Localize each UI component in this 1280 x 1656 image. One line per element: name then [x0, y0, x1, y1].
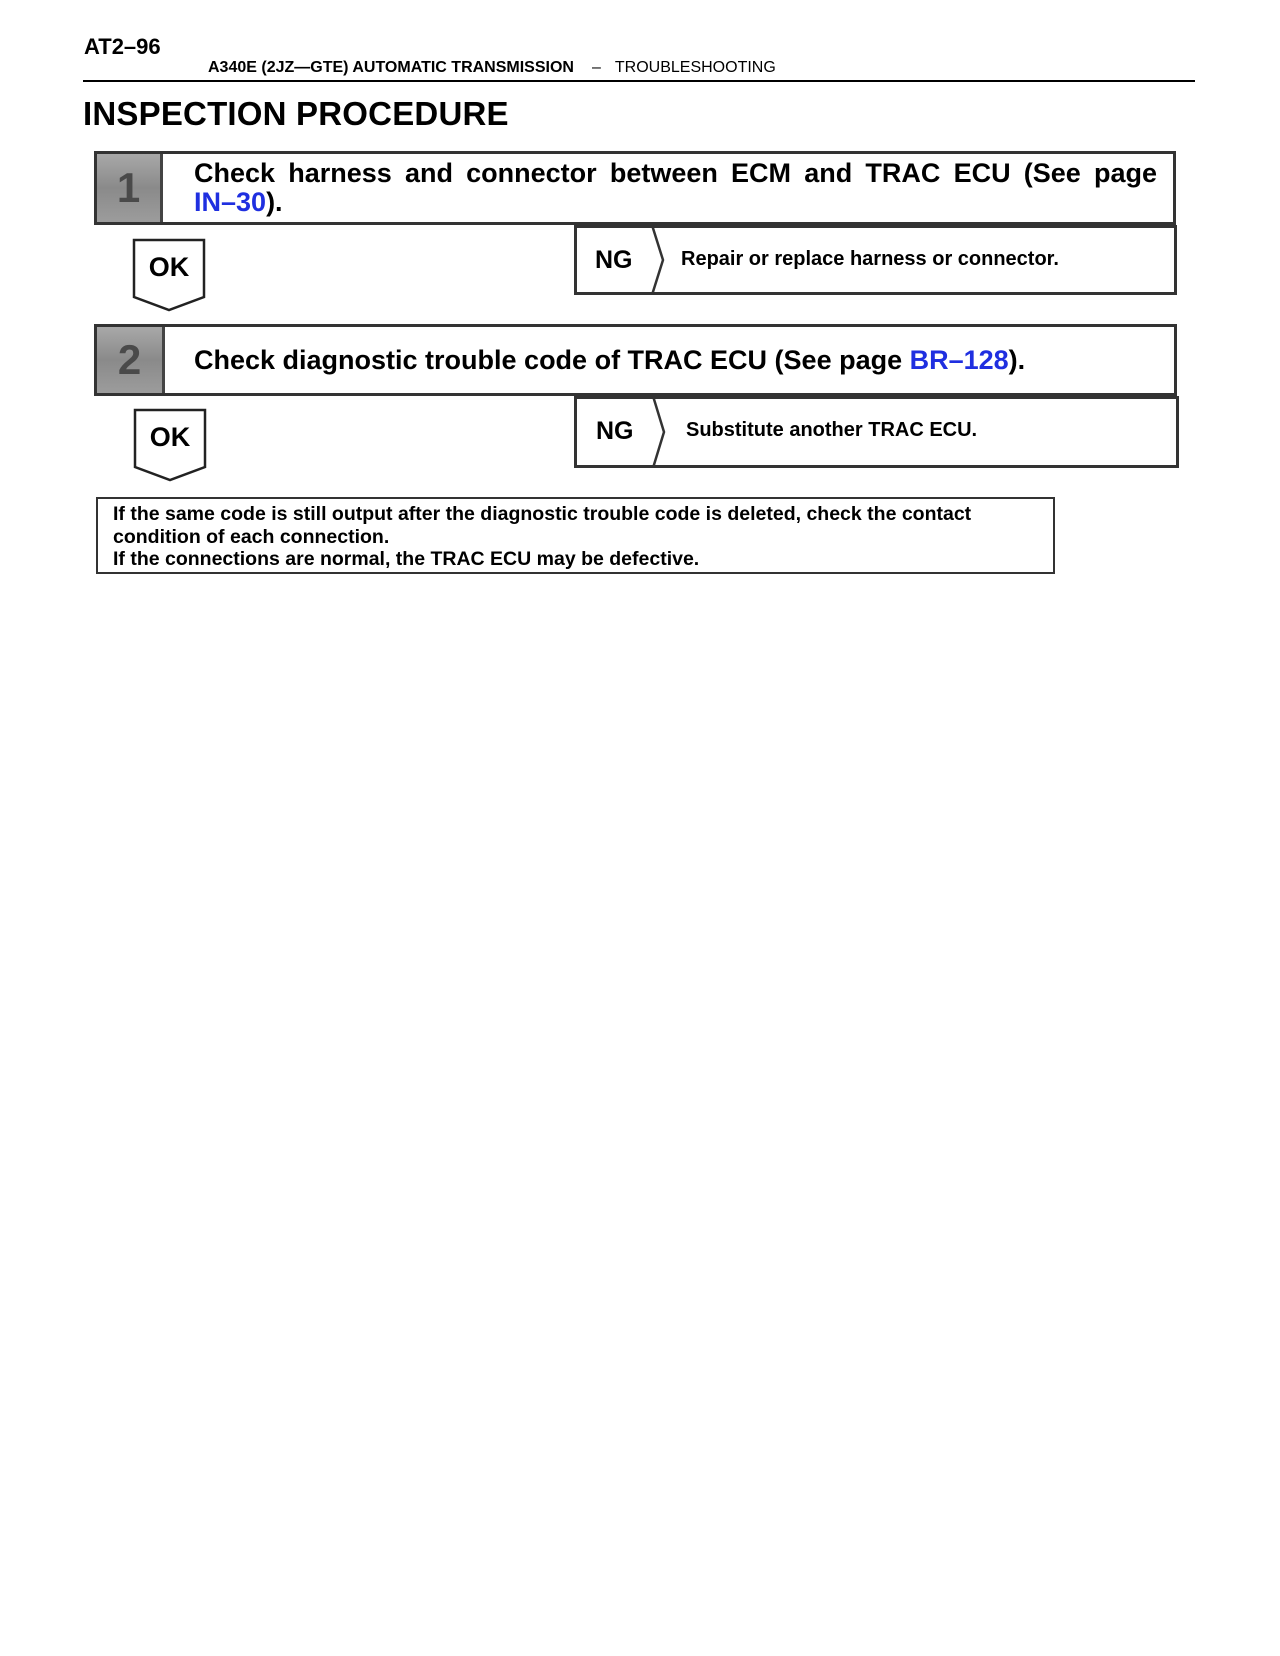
step-1-ng-label: NG	[595, 246, 633, 274]
step-1-number: 1	[97, 154, 163, 222]
step-1-line1: Check harness and connector between ECM and TRAC ECU (See page	[194, 158, 1157, 188]
header-rule	[83, 80, 1195, 82]
step-2-ng-box	[574, 396, 1179, 468]
ng-chevron	[652, 396, 666, 468]
step-1-text	[194, 159, 1157, 217]
running-header	[208, 59, 776, 77]
step-2-number: 2	[97, 327, 165, 393]
step-2-link[interactable]: BR–128	[909, 345, 1009, 375]
step-1-ng-box	[574, 225, 1177, 295]
note-line-2: condition of each connection.	[113, 525, 390, 548]
manual-title: A340E (2JZ—GTE) AUTOMATIC TRANSMISSION	[208, 59, 574, 76]
ng-chevron	[651, 225, 665, 295]
page-number: AT2–96	[84, 34, 161, 59]
step-2-ok-label: OK	[149, 422, 191, 452]
step-1-box	[94, 151, 1176, 225]
step-1-link[interactable]: IN–30	[194, 187, 267, 217]
step-1-ng-action: Repair or replace harness or connector.	[681, 248, 1059, 270]
step-1-ok-label: OK	[148, 252, 190, 282]
step-2-box	[94, 324, 1177, 396]
step-2-text-start: Check diagnostic trouble code of TRAC ECU (See page	[194, 345, 910, 375]
step-1-line2	[194, 188, 1157, 217]
note-box	[96, 497, 1055, 574]
step-2-ng-action: Substitute another TRAC ECU.	[686, 419, 978, 441]
note-line-1: If the same code is still output after the diagnostic trouble code is deleted, check the contact	[113, 503, 972, 525]
step-2-text	[194, 346, 1025, 375]
manual-section: TROUBLESHOOTING	[614, 59, 776, 76]
header-separator: –	[591, 59, 601, 76]
step-1-line2-end: ).	[266, 187, 283, 217]
section-title: INSPECTION PROCEDURE	[83, 95, 509, 132]
note-line-3: If the connections are normal, the TRAC ECU may be defective.	[113, 548, 700, 570]
step-2-text-end: ).	[1008, 345, 1026, 375]
step-2-ng-label: NG	[596, 417, 634, 445]
